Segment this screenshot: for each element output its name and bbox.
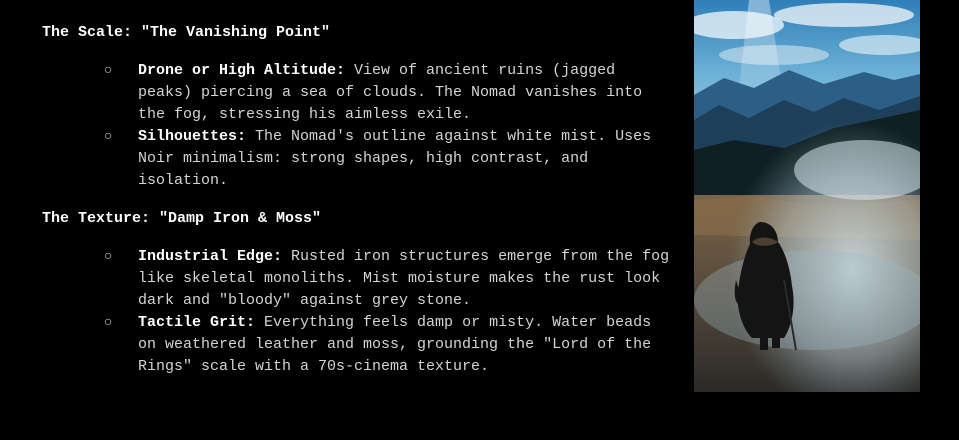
section-heading-texture: The Texture: "Damp Iron & Moss" [42, 210, 322, 227]
bullet-text: View of ancient ruins (jagged peaks) piercing a sea of clouds. The Nomad vanishes into the fog, stressing his aimless exile. [138, 62, 643, 123]
list-item [42, 126, 678, 192]
list-item [42, 60, 678, 126]
wanderer-photo [694, 0, 920, 392]
cloaked-wanderer-mountain-photo-icon [694, 0, 920, 392]
list-item [42, 312, 678, 378]
bullet-term: Industrial Edge: [138, 248, 283, 265]
section-heading-scale: The Scale: "The Vanishing Point" [42, 24, 331, 41]
bullet-text: The Nomad's outline against white mist. Uses Noir minimalism: strong shapes, high contrast, and isolation. [138, 128, 652, 189]
hollow-circle-bullet-icon: ○ [104, 249, 113, 265]
bullet-text: Rusted iron structures emerge from the fog like skeletal monoliths. Mist moisture makes the rust look dark and "bloody" against grey stone. [138, 248, 670, 309]
hollow-circle-bullet-icon: ○ [104, 129, 113, 145]
list-item [42, 246, 678, 312]
hollow-circle-bullet-icon: ○ [104, 63, 113, 79]
article-text [42, 22, 682, 378]
bullet-term: Tactile Grit: [138, 314, 256, 331]
bullet-term: Silhouettes: [138, 128, 247, 145]
bullet-term: Drone or High Altitude: [138, 62, 346, 79]
bullet-text: Everything feels damp or misty. Water beads on weathered leather and moss, grounding the "Lord of the Rings" scale with a 70s-cinema texture. [138, 314, 652, 375]
hollow-circle-bullet-icon: ○ [104, 315, 113, 331]
bullet-list-scale [42, 60, 682, 192]
bullet-list-texture [42, 246, 682, 378]
